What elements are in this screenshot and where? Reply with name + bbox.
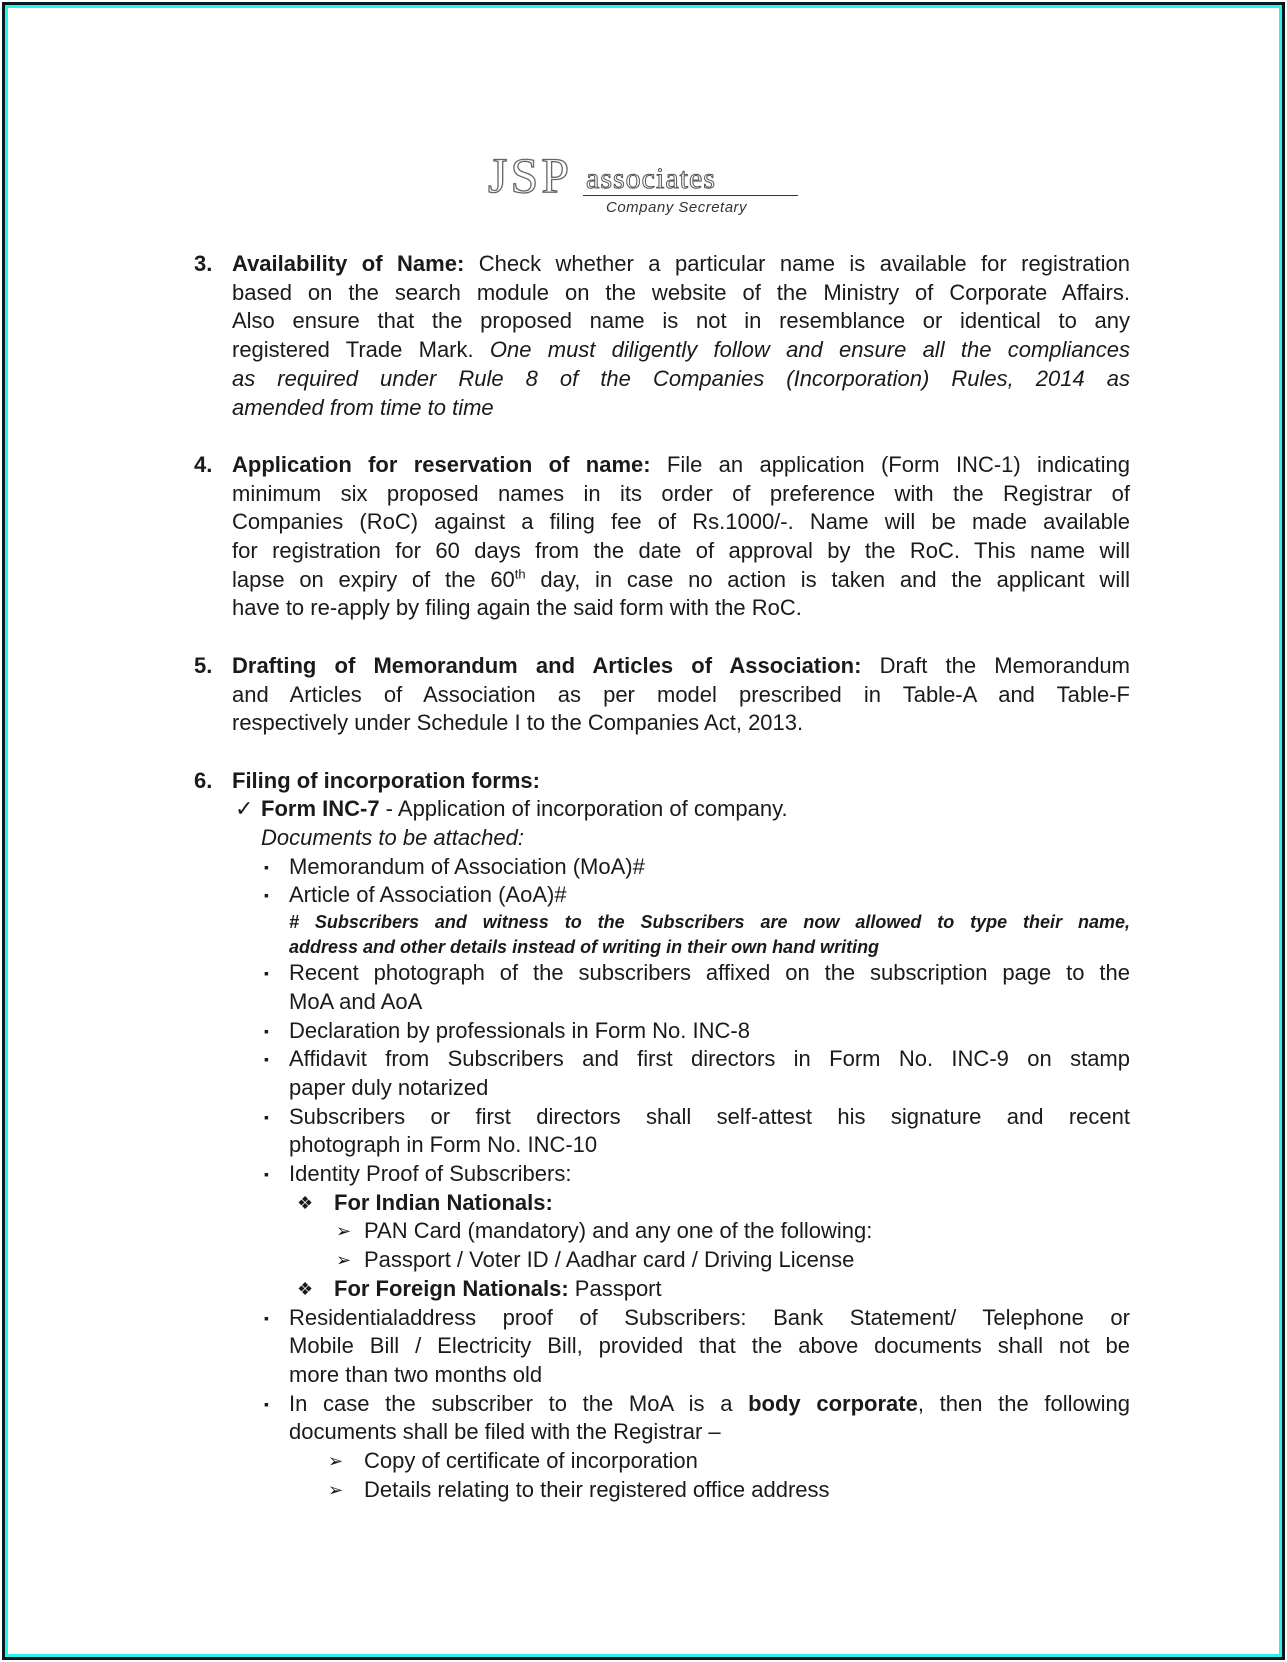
- list-item-section: [0, 652, 1287, 738]
- section-gap: [0, 738, 1287, 767]
- square-bullet-icon: ▪: [264, 965, 269, 982]
- text-run: Also ensure that the proposed name is not in resemblance or identical to any: [232, 308, 1130, 334]
- text-run: registered Trade Mark.: [232, 337, 490, 363]
- item-number: 4.: [194, 451, 213, 477]
- text-run: PAN Card (mandatory) and any one of the following:: [364, 1218, 873, 1244]
- text-run: for registration for 60 days from the date of approval by the RoC. This name will: [232, 538, 1130, 564]
- list-item-section: [0, 767, 1287, 1505]
- text-run: documents shall be filed with the Registrar –: [289, 1419, 721, 1445]
- text-line: [194, 451, 1130, 480]
- text-line: [264, 1160, 1130, 1189]
- text-run: address and other details instead of writing in their own hand writing: [289, 936, 880, 957]
- logo-word: associates: [586, 162, 716, 195]
- text-run: minimum six proposed names in its order of preference with the Registrar of: [232, 480, 1130, 506]
- text-line: [232, 365, 1130, 394]
- text-run: Recent photograph of the subscribers affixed on the subscription page to the: [289, 960, 1130, 986]
- text-line: [232, 394, 1130, 423]
- text-line: [194, 652, 1130, 681]
- list-item-section: [0, 451, 1287, 623]
- text-run: Check whether a particular name is available for registration: [464, 251, 1130, 276]
- text-run: have to re-apply by filing again the said form with the RoC.: [232, 595, 802, 621]
- diamond-bullet-icon: ❖: [297, 1278, 314, 1299]
- text-line: [235, 795, 1130, 824]
- text-run: Passport: [568, 1275, 662, 1301]
- list-item-section: [0, 250, 1287, 422]
- text-line: [232, 508, 1130, 537]
- text-line: [297, 1189, 1130, 1218]
- text-line: [289, 1074, 1130, 1103]
- text-line: [261, 824, 1130, 853]
- text-line: [232, 336, 1130, 365]
- bold-text: body corporate: [748, 1390, 918, 1416]
- logo-underline: [583, 195, 798, 196]
- text-line: [289, 1361, 1130, 1390]
- text-run: Subscribers or first directors shall self-attest his signature and recent: [289, 1103, 1130, 1129]
- text-line: [297, 1275, 1130, 1304]
- text-line: [336, 1246, 1130, 1275]
- text-line: [194, 250, 1130, 279]
- text-run: Article of Association (AoA)#: [289, 882, 567, 908]
- text-run: Affidavit from Subscribers and first directors in Form No. INC-9 on stamp: [289, 1046, 1130, 1072]
- text-line: [232, 307, 1130, 336]
- arrow-bullet-icon: ➢: [336, 1250, 352, 1271]
- text-run: Mobile Bill / Electricity Bill, provided that the above documents shall not be: [289, 1333, 1130, 1359]
- square-bullet-icon: ▪: [264, 1309, 269, 1326]
- item-number: 3.: [194, 251, 213, 276]
- text-line: [289, 1131, 1130, 1160]
- text-line: [194, 767, 1130, 796]
- text-line: [289, 1418, 1130, 1447]
- bold-text: For Foreign Nationals:: [334, 1275, 569, 1301]
- section-gap: [0, 623, 1287, 652]
- text-run: more than two months old: [289, 1361, 543, 1387]
- text-line: [232, 480, 1130, 509]
- text-run: MoA and AoA: [289, 988, 423, 1014]
- arrow-bullet-icon: ➢: [328, 1451, 344, 1472]
- text-run: paper duly notarized: [289, 1074, 489, 1100]
- logo-mark: JSP: [488, 147, 573, 203]
- square-bullet-icon: ▪: [264, 887, 269, 904]
- footnote-line: [289, 935, 1130, 960]
- text-run: , then the following: [917, 1390, 1130, 1416]
- item-number: 5.: [194, 652, 213, 678]
- square-bullet-icon: ▪: [264, 1108, 269, 1125]
- text-run: day, in case no action is taken and the applicant will: [525, 566, 1130, 592]
- text-line: [232, 566, 1130, 595]
- text-line: [289, 988, 1130, 1017]
- square-bullet-icon: ▪: [264, 1051, 269, 1068]
- text-run: and Articles of Association as per model prescribed in Table-A and Table-F: [232, 681, 1130, 707]
- text-run: Memorandum of Association (MoA)#: [289, 853, 645, 879]
- text-line: [264, 1103, 1130, 1132]
- text-run: Passport / Voter ID / Aadhar card / Driving License: [364, 1247, 855, 1273]
- checkmark-icon: ✓: [235, 796, 254, 822]
- text-line: [264, 1045, 1130, 1074]
- square-bullet-icon: ▪: [264, 858, 269, 875]
- text-run: # Subscribers and witness to the Subscribers are now allowed to type their name,: [289, 912, 1130, 933]
- text-line: [264, 1017, 1130, 1046]
- text-line: [232, 709, 1130, 738]
- company-logo: [488, 147, 800, 220]
- arrow-bullet-icon: ➢: [336, 1221, 352, 1242]
- text-run: lapse on expiry of the 60: [232, 566, 515, 592]
- text-line: [232, 279, 1130, 308]
- text-line: [264, 1304, 1130, 1333]
- bold-text: Form INC-7: [261, 796, 380, 822]
- text-line: [264, 881, 1130, 910]
- text-line: [289, 1332, 1130, 1361]
- text-line: [232, 594, 1130, 623]
- square-bullet-icon: ▪: [264, 1022, 269, 1039]
- diamond-bullet-icon: ❖: [297, 1192, 314, 1213]
- text-line: [328, 1447, 1130, 1476]
- bold-text: Application for reservation of name:: [232, 451, 651, 477]
- text-run: File an application (Form INC-1) indicating: [650, 451, 1130, 477]
- text-run: In case the subscriber to the MoA is a: [289, 1390, 749, 1416]
- italic-text: amended from time to time: [232, 394, 494, 420]
- footnote-line: [289, 910, 1130, 935]
- text-line: [264, 1390, 1130, 1419]
- text-line: [232, 537, 1130, 566]
- italic-text: One must diligently follow and ensure all the compliances: [489, 337, 1130, 363]
- text-run: Companies (RoC) against a filing fee of Rs.1000/-. Name will be made available: [232, 509, 1130, 535]
- square-bullet-icon: ▪: [264, 1395, 269, 1412]
- document-body: [0, 250, 1287, 1504]
- text-line: [336, 1217, 1130, 1246]
- text-line: [328, 1476, 1130, 1505]
- text-run: th: [514, 566, 526, 582]
- bold-text: Drafting of Memorandum and Articles of Association:: [232, 652, 862, 678]
- text-line: [264, 959, 1130, 988]
- text-run: respectively under Schedule I to the Companies Act, 2013.: [232, 710, 804, 736]
- square-bullet-icon: ▪: [264, 1166, 269, 1183]
- text-run: Residentialaddress proof of Subscribers: Bank Statement/ Telephone or: [289, 1304, 1130, 1330]
- section-gap: [0, 422, 1287, 451]
- text-run: Declaration by professionals in Form No. INC-8: [289, 1017, 750, 1043]
- text-run: Identity Proof of Subscribers:: [289, 1161, 572, 1187]
- item-number: 6.: [194, 767, 213, 793]
- text-line: [232, 681, 1130, 710]
- bold-text: Filing of incorporation forms:: [232, 767, 540, 793]
- text-run: photograph in Form No. INC-10: [289, 1132, 598, 1158]
- italic-text: Documents to be attached:: [261, 825, 524, 851]
- italic-text: as required under Rule 8 of the Companies (Incorporation) Rules, 2014 as: [232, 365, 1130, 391]
- text-run: Details relating to their registered office address: [364, 1476, 830, 1502]
- logo-tagline: Company Secretary: [606, 199, 748, 216]
- text-run: Draft the Memorandum: [861, 652, 1130, 678]
- text-run: Copy of certificate of incorporation: [364, 1448, 698, 1474]
- arrow-bullet-icon: ➢: [328, 1479, 344, 1500]
- text-run: based on the search module on the website of the Ministry of Corporate Affairs.: [232, 279, 1130, 305]
- bold-text: For Indian Nationals:: [334, 1189, 553, 1215]
- text-line: [264, 853, 1130, 882]
- bold-text: Availability of Name:: [232, 251, 465, 276]
- text-run: - Application of incorporation of company.: [379, 796, 788, 822]
